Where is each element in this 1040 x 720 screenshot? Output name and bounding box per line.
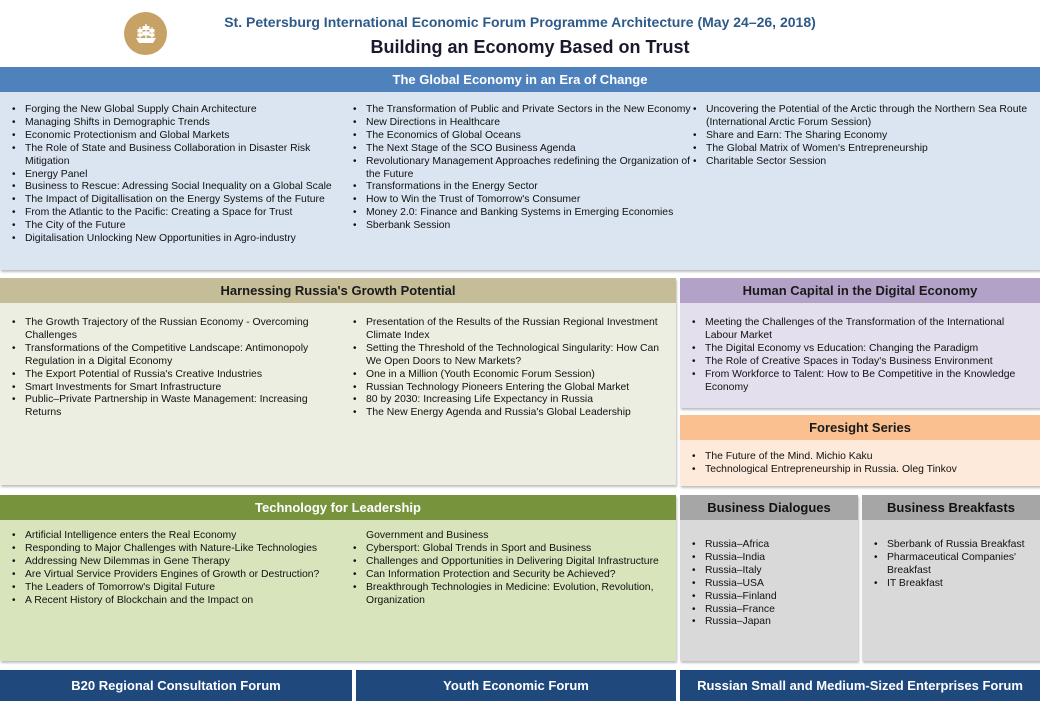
list-item: • Charitable Sector Session [689,156,1029,169]
list-item: • Cybersport: Global Trends in Sport and Business [349,543,669,556]
section-global-economy [0,67,1040,270]
list-item: • New Directions in Healthcare [349,117,691,130]
list-item: • Meeting the Challenges of the Transformation of the International Labour Market [688,317,1034,343]
list-item: • One in a Million (Youth Economic Forum Session) [349,369,669,382]
human-column [688,317,1034,394]
section-title-business-dialogues: Business Dialogues [680,495,858,520]
list-item: • The Digital Economy vs Education: Changing the Paradigm [688,343,1034,356]
list-item: • Setting the Threshold of the Technological Singularity: How Can We Open Doors to New Markets? [349,343,669,369]
list-item: • The Role of Creative Spaces in Today's Business Environment [688,356,1034,369]
list-item: • Responding to Major Challenges with Nature-Like Technologies [8,543,343,556]
list-item: • Managing Shifts in Demographic Trends [8,117,353,130]
dialogues-list [688,539,854,629]
list-item: • Uncovering the Potential of the Arctic through the Northern Sea Route (International Arctic Forum Session) [689,104,1029,130]
list-item: • Russia–Finland [688,591,854,604]
section-technology [0,495,676,661]
list-item: • The Economics of Global Oceans [349,130,691,143]
list-item: • The Export Potential of Russia's Creative Industries [8,369,338,382]
global-list-3 [689,104,1029,169]
footer-b20-forum: B20 Regional Consultation Forum [0,670,352,701]
footer-sme-forum: Russian Small and Medium-Sized Enterprises Forum [680,670,1040,701]
list-item: • Presentation of the Results of the Russian Regional Investment Climate Index [349,317,669,343]
tech-column-1 [8,530,343,607]
list-item: • From Workforce to Talent: How to Be Competitive in the Knowledge Economy [688,369,1034,395]
list-item-continuation: Government and Business [366,530,489,541]
list-item: • The Role of State and Business Collaboration in Disaster Risk Mitigation [8,143,353,169]
russia-list-2 [349,317,669,420]
list-item: • The Growth Trajectory of the Russian Economy - Overcoming Challenges [8,317,338,343]
list-item: • The Impact of Digitallisation on the Energy Systems of the Future [8,194,353,207]
section-title-business-breakfasts: Business Breakfasts [862,495,1040,520]
list-item: • Forging the New Global Supply Chain Architecture [8,104,353,117]
list-item: • The New Energy Agenda and Russia's Global Leadership [349,407,669,420]
list-item: • The Global Matrix of Women's Entrepreneurship [689,143,1029,156]
list-item: • Can Information Protection and Security be Achieved? [349,569,669,582]
foresight-list [688,451,1034,477]
global-list-2 [349,104,691,233]
list-item: • Russia–India [688,552,854,565]
list-item: • Russia–Japan [688,616,854,629]
list-item: • The Transformation of Public and Private Sectors in the New Economy [349,104,691,117]
foresight-column [688,451,1034,477]
section-title-foresight: Foresight Series [680,415,1040,440]
list-item: • Smart Investments for Smart Infrastructure [8,382,338,395]
global-list-1 [8,104,353,246]
list-item: • The Future of the Mind. Michio Kaku [688,451,1034,464]
list-item: • Russia–France [688,604,854,617]
russia-list-1 [8,317,338,420]
breakfasts-list [870,539,1038,591]
global-column-2 [349,104,691,233]
list-item: • Business to Rescue: Adressing Social Inequality on a Global Scale [8,181,353,194]
list-item: • Russia–Africa [688,539,854,552]
list-item: • Public–Private Partnership in Waste Management: Increasing Returns [8,394,338,420]
list-item: • Economic Protectionism and Global Markets [8,130,353,143]
list-item: • Digitalisation Unlocking New Opportunities in Agro-industry [8,233,353,246]
russia-column-2 [349,317,669,420]
list-item: • Artificial Intelligence enters the Real Economy [8,530,343,543]
list-item: • Transformations of the Competitive Landscape: Antimonopoly Regulation in a Digital Economy [8,343,338,369]
list-item: • Russia–Italy [688,565,854,578]
list-item: • Breakthrough Technologies in Medicine: Evolution, Revolution, Organization [349,582,669,608]
list-item: • Revolutionary Management Approaches redefining the Organization of the Future [349,156,691,182]
list-item: • IT Breakfast [870,578,1038,591]
tech-list-2b [349,543,669,608]
forum-logo [124,12,167,55]
breakfasts-column [870,539,1038,591]
list-item: • Russian Technology Pioneers Entering the Global Market [349,382,669,395]
programme-title: St. Petersburg International Economic Forum Programme Architecture (May 24–26, 2018) [224,14,816,30]
section-russia-growth [0,278,676,485]
list-item: • Energy Panel [8,169,353,182]
human-list [688,317,1034,394]
list-item: • A Recent History of Blockchain and the Impact on [8,595,343,608]
section-business-breakfasts [862,495,1040,661]
list-item: • The City of the Future [8,220,353,233]
section-title-human-capital: Human Capital in the Digital Economy [680,278,1040,303]
global-column-1 [8,104,353,246]
list-item: • Transformations in the Energy Sector [349,181,691,194]
tech-column-2 [349,530,669,607]
list-item: • Addressing New Dilemmas in Gene Therapy [8,556,343,569]
list-item: • From the Atlantic to the Pacific: Creating a Space for Trust [8,207,353,220]
list-item: • Are Virtual Service Providers Engines of Growth or Destruction? [8,569,343,582]
russia-column-1 [8,317,338,420]
list-item: • 80 by 2030: Increasing Life Expectancy in Russia [349,394,669,407]
list-item: • How to Win the Trust of Tomorrow's Consumer [349,194,691,207]
section-title-russia-growth: Harnessing Russia's Growth Potential [0,278,676,303]
section-business-dialogues [680,495,858,661]
list-item: • Sberbank of Russia Breakfast [870,539,1038,552]
tech-list-1 [8,530,343,607]
programme-theme: Building an Economy Based on Trust [370,37,690,57]
tech-list-2 [349,530,669,543]
global-column-3 [689,104,1029,169]
ship-emblem-icon [131,19,161,49]
list-item: • Russia–USA [688,578,854,591]
list-item: • Money 2.0: Finance and Banking Systems in Emerging Economies [349,207,691,220]
section-title-technology: Technology for Leadership [0,495,676,520]
list-item: • The Leaders of Tomorrow's Digital Future [8,582,343,595]
list-item: • Technological Entrepreneurship in Russia. Oleg Tinkov [688,464,1034,477]
section-human-capital [680,278,1040,408]
list-item: • Challenges and Opportunities in Delivering Digital Infrastructure [349,556,669,569]
list-item: • Pharmaceutical Companies' Breakfast [870,552,1038,578]
list-item: • The Next Stage of the SCO Business Agenda [349,143,691,156]
section-foresight [680,415,1040,486]
footer-youth-forum: Youth Economic Forum [356,670,676,701]
list-item: • Sberbank Session [349,220,691,233]
section-title-global-economy: The Global Economy in an Era of Change [0,67,1040,92]
dialogues-column [688,539,854,629]
list-item: • Share and Earn: The Sharing Economy [689,130,1029,143]
